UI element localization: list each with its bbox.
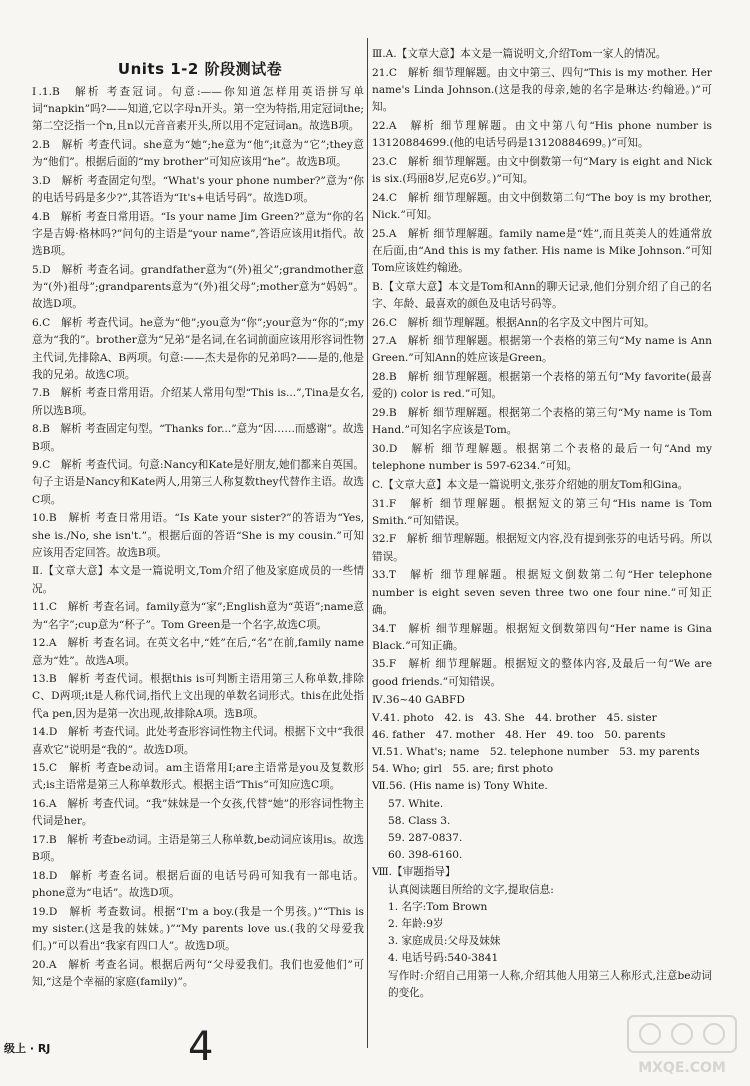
answer-paragraph: 30.D 解析 细节理解题。根据第二个表格的最后一句“And my telephone number is 597-6234.”可知。 [372, 442, 712, 473]
handwritten-page-number: 4 [188, 1024, 214, 1070]
answer-paragraph: 17.B 解析 考查be动词。主语是第三人称单数,be动词应该用is。故选B项。 [32, 834, 364, 864]
answer-paragraph: 32.F 解析 细节理解题。根据短文内容,没有提到张芬的电话号码。所以错误。 [372, 533, 712, 563]
answer-paragraph: 34.T 解析 细节理解题。根据短文倒数第四句“Her name is Gina Black.”可知正确。 [372, 622, 712, 652]
answer-paragraph: 23.C 解析 细节理解题。由文中倒数第一句“Mary is eight and Nick is six.(玛丽8岁,尼克6岁。)”可知。 [372, 155, 712, 185]
answer-paragraph: 28.B 解析 细节理解题。根据第一个表格的第五句“My favorite(最喜爱的) color is red.”可知。 [372, 371, 712, 401]
answer-line: 46. father 47. mother 48. Her 49. too 50. parents [372, 728, 666, 741]
column-divider [367, 38, 368, 1048]
answer-paragraph: 5.D 解析 考查名词。grandfather意为“(外)祖父”;grandmother意为“(外)祖母”;grandparents意为“(外)祖父母”;mother意为“妈妈”。故选D项。 [32, 264, 364, 311]
answer-paragraph: 24.C 解析 细节理解题。由文中倒数第二句“The boy is my brother, Nick.”可知。 [372, 191, 712, 221]
answer-paragraph: 13.B 解析 考查代词。根据this is可判断主语用第三人称单数,排除C、D两项;it是人称代词,指代上文出现的单数名词形式。this在此处指代a pen,因为是第一次出现,故排除A项。选B项。 [32, 673, 364, 720]
answer-paragraph: 14.D 解析 考查代词。此处考查形容词性物主代词。根据下文中“我很喜欢它”说明是“我的”。故选D项。 [32, 726, 364, 756]
answer-line: Ⅵ.51. What's; name 52. telephone number 53. my parents [372, 745, 700, 758]
answer-paragraph: 21.C 解析 细节理解题。由文中第三、四句“This is my mother. Her name's Linda Johnson.(这是我的母亲,她的名字是琳达·约翰逊。)”可知。 [372, 66, 712, 114]
answer-line: 54. Who; girl 55. are; first photo [372, 763, 554, 776]
answer-line: Ⅴ.41. photo 42. is 43. She 44. brother 45. sister [372, 711, 657, 724]
left-column [32, 84, 364, 993]
answer-paragraph: 3.D 解析 考查固定句型。“What's your phone number?”意为“你的电话号码是多少?”,其答语为“It's+电话号码”。故选D项。 [32, 175, 364, 205]
section-summary: C.【文章大意】本文是一篇说明文,张芬介绍她的朋友Tom和Gina。 [372, 478, 689, 491]
writing-guide-line: 1. 名字:Tom Brown [388, 900, 488, 913]
answer-paragraph: 11.C 解析 考查名词。family意为“家”;English意为“英语”;name意为“名字”;cup意为“杯子”。Tom Green是一个名字,故选C项。 [32, 601, 364, 631]
writing-guide-line: 3. 家庭成员:父母及妹妹 [388, 935, 501, 948]
answer-paragraph: 8.B 解析 考查固定句型。“Thanks for...”意为“因……而感谢”。故选B项。 [32, 423, 364, 453]
answer-paragraph: 15.C 解析 考查be动词。am主语常用I;are主语常是you及复数形式;is主语常是第三人称单数形式。根据主语“This”可知应选C项。 [32, 762, 364, 792]
section-summary: Ⅲ.A.【文章大意】本文是一篇说明文,介绍Tom一家人的情况。 [372, 48, 667, 60]
answer-paragraph: 31.F 解析 细节理解题。根据短文的第三句“His name is Tom Smith.”可知错误。 [372, 497, 712, 527]
answer-paragraph: 7.B 解析 考查日常用语。介绍某人常用句型“This is...”,Tina是女名,所以选B项。 [32, 387, 364, 417]
answer-paragraph: 20.A 解析 考查名词。根据后两句“父母爱我们。我们也爱他们”可知,“这是个幸福的家庭(family)”。 [32, 958, 364, 989]
answer-line: 59. 287-0837. [388, 831, 463, 844]
answer-paragraph: 6.C 解析 考查代词。he意为“他”;you意为“你”;your意为“你的”;my意为“我的”。brother意为“兄弟”是名词,在名词前面应该用形容词性物主代词,先排除A、B两项。句意:——杰夫是你的兄弟吗?——是的,他是我的兄弟。故选C项。 [32, 317, 364, 381]
writing-guide-heading: Ⅷ.【审题指导】 [372, 866, 456, 879]
right-column [372, 46, 712, 1003]
answer-line: Ⅳ.36~40 GABFD [372, 694, 465, 707]
writing-guide-line: 2. 年龄:9岁 [388, 917, 444, 930]
answer-paragraph: 4.B 解析 考查日常用语。“Is your name Jim Green?”意为“你的名字是吉姆·格林吗?”问句的主语是“your name”,答语应该用it指代。故选B项。 [32, 210, 364, 258]
writing-guide-line: 写作时:介绍自己用第一人称,介绍其他人用第三人称形式,注意be动词的变化。 [388, 969, 712, 999]
answer-paragraph: 29.B 解析 细节理解题。根据第二个表格的第三句“My name is Tom Hand.”可知名字应该是Tom。 [372, 407, 712, 437]
answer-paragraph: 2.B 解析 考查代词。she意为“她”;he意为“他”;it意为“它”;they意为“他们”。根据后面的“my brother”可知应该用“he”。故选B项。 [32, 139, 364, 169]
watermark-logo [622, 1010, 742, 1080]
answer-paragraph: 12.A 解析 考查名词。在英文名中,“姓”在后,“名”在前,family name意为“姓”。故选A项。 [32, 637, 364, 667]
answer-paragraph: 35.F 解析 细节理解题。根据短文的整体内容,及最后一句“We are good friends.”可知错误。 [372, 658, 712, 688]
answer-line: Ⅶ.56. (His name is) Tony White. [372, 780, 548, 793]
answer-paragraph: 33.T 解析 细节理解题。根据短文倒数第二句“Her telephone number is eight seven seven three two one four nine.”可知正确。 [372, 569, 712, 616]
svg-text:MXQE.COM: MXQE.COM [638, 1060, 726, 1076]
section-summary: Ⅱ.【文章大意】本文是一篇说明文,Tom介绍了他及家庭成员的一些情况。 [32, 565, 364, 595]
answer-line: 60. 398-6160. [388, 849, 463, 862]
answer-paragraph: 26.C 解析 细节理解题。根据Ann的名字及文中图片可知。 [372, 316, 655, 329]
section-summary: B.【文章大意】本文是Tom和Ann的聊天记录,他们分别介绍了自己的名字、年龄、最喜欢的颜色及电话号码等。 [372, 280, 712, 310]
answer-line: 57. White. [388, 797, 444, 810]
answer-line: 58. Class 3. [388, 814, 451, 827]
answer-paragraph: 27.A 解析 细节理解题。根据第一个表格的第三句“My name is Ann Green.”可知Ann的姓应该是Green。 [372, 335, 712, 365]
answer-paragraph: 22.A 解析 细节理解题。由文中第八句“His phone number is 13120884699.(他的电话号码是13120884699。)”可知。 [372, 119, 712, 150]
grade-label: 级上 · RJ [4, 1042, 51, 1055]
answer-paragraph: Ⅰ.1.B 解析 考查冠词。句意:——你知道怎样用英语拼写单词“napkin”吗?——知道,它以字母n开头。第一空为特指,用定冠词the;第二空泛指一个n,且n以元音音素开头,所以用不定冠词an。故选B项。 [32, 86, 364, 133]
answer-paragraph: 25.A 解析 细节理解题。family name是“姓”,而且英美人的姓通常放在后面,由“And this is my father. His name is Mike Johnson.”可知Tom应该姓约翰逊。 [372, 227, 712, 274]
writing-guide-line: 4. 电话号码:540-3841 [388, 952, 499, 965]
writing-guide-line: 认真阅读题目所给的文字,提取信息: [388, 883, 554, 896]
answer-paragraph: 16.A 解析 考查代词。“我”妹妹是一个女孩,代替“她”的形容词性物主代词是her。 [32, 798, 364, 828]
page-title: Units 1-2 阶段测试卷 [117, 60, 283, 78]
answer-paragraph: 9.C 解析 考查代词。句意:Nancy和Kate是好朋友,她们都来自英国。句子主语是Nancy和Kate两人,用第三人称复数they代替作主语。故选C项。 [32, 459, 364, 506]
answer-paragraph: 10.B 解析 考查日常用语。“Is Kate your sister?”的答语为“Yes, she is./No, she isn't.”。根据后面的答语“She is my cousin.”可知应该用否定回答。故选B项。 [32, 512, 364, 559]
answer-paragraph: 19.D 解析 考查数词。根据“I'm a boy.(我是一个男孩。)”“This is my sister.(这是我的妹妹。)”“My parents love us.(我的父母爱我们。)”可以看出“我家有四口人”。故选D项。 [32, 905, 364, 953]
answer-paragraph: 18.D 解析 考查名词。根据后面的电话号码可知我有一部电话。phone意为“电话”。故选D项。 [32, 869, 364, 900]
